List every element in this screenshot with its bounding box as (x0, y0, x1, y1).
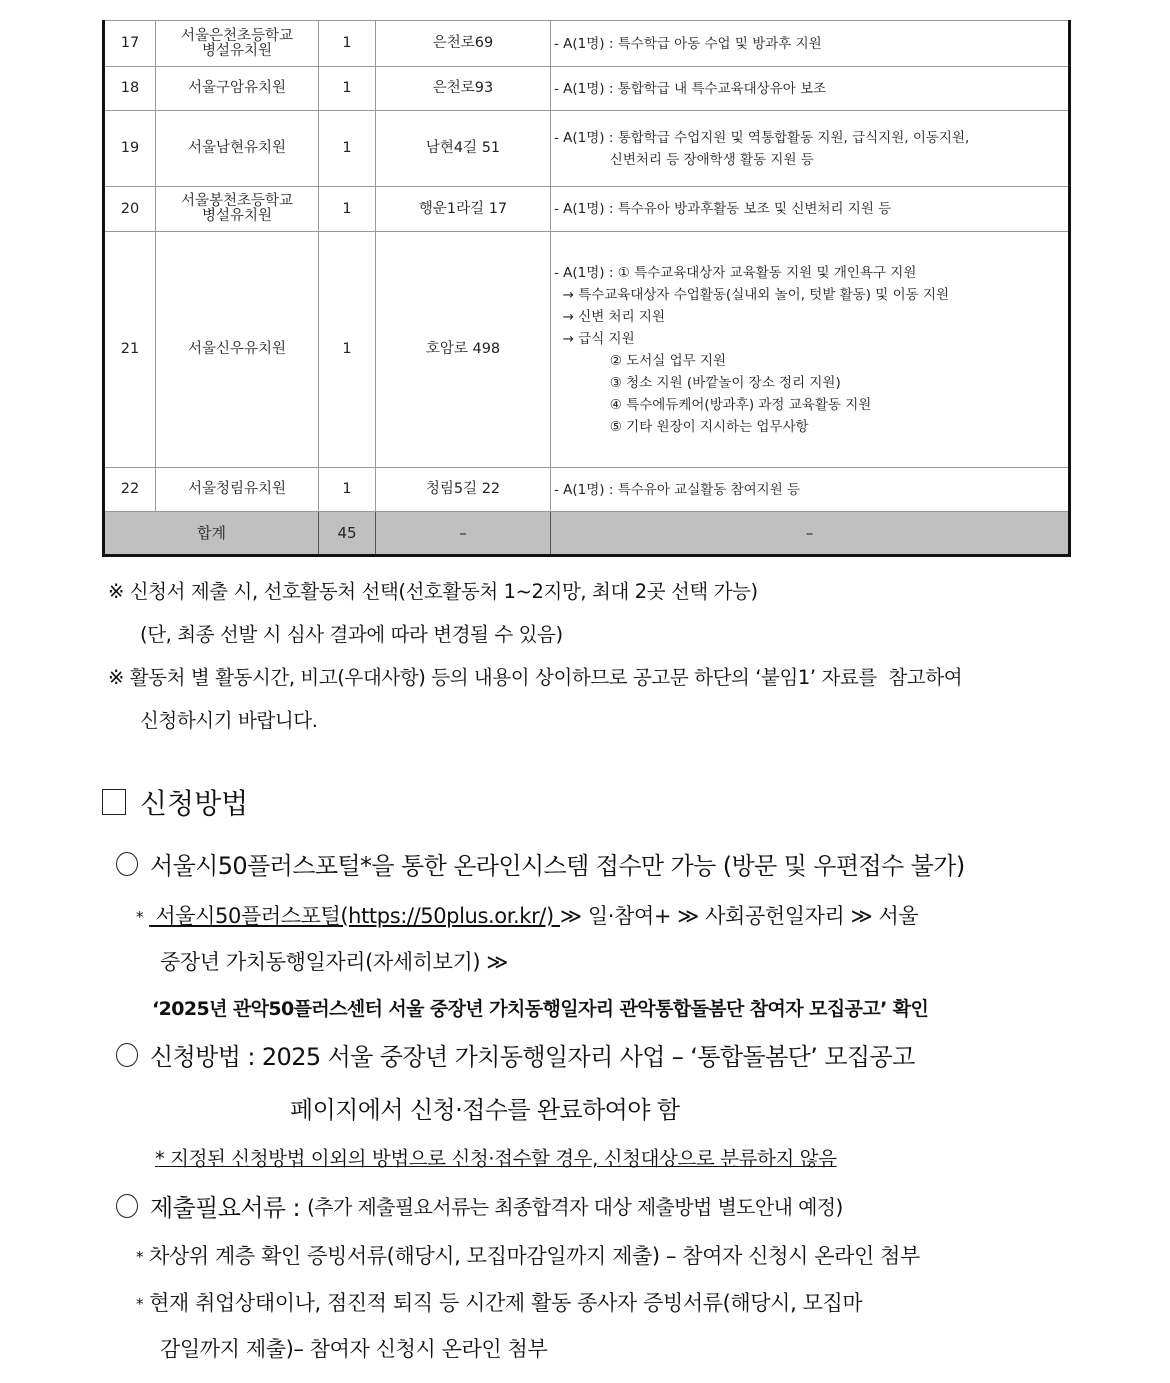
method-item-2-cont: 페이지에서 신청·접수를 완료하여야 함 (290, 1096, 680, 1124)
duty-description (551, 232, 1070, 468)
address: 은천로93 (376, 67, 551, 111)
facility-name (156, 111, 319, 187)
duty-line: - A(1명) : 특수유아 교실활동 참여지원 등 (554, 481, 801, 498)
method-item-3 (116, 1188, 843, 1223)
portal-path-line-2: 중장년 가치동행일자리(자세히보기) ≫ (160, 950, 509, 974)
duty-line: - A(1명) : 특수유아 방과후활동 보조 및 신변처리 지원 등 (554, 201, 892, 217)
method-item-2 (116, 1037, 915, 1072)
headcount: 1 (319, 232, 376, 468)
duty-description (551, 111, 1070, 187)
table-row (104, 232, 1070, 468)
total-address: – (376, 512, 551, 556)
duty-line: - A(1명) : 특수학급 아동 수업 및 방과후 지원 (554, 35, 822, 52)
circle-bullet-icon (116, 852, 138, 876)
note-1-cont: (단, 최종 선발 시 심사 결과에 따라 변경될 수 있음) (140, 623, 563, 646)
notes (108, 570, 1088, 742)
facility-name (156, 67, 319, 111)
duty-line: ⑤ 기타 원장이 지시하는 업무사항 (554, 418, 809, 435)
duty-description (551, 21, 1070, 67)
asterisk: * (136, 1248, 144, 1266)
row-number: 17 (104, 21, 156, 67)
asterisk: * (136, 908, 144, 926)
duty-line: 신변처리 등 장애학생 활동 지원 등 (554, 151, 814, 168)
doc-req-2 (136, 1287, 862, 1317)
portal-path-line-1 (136, 900, 918, 930)
headcount: 1 (319, 21, 376, 67)
doc-req-1-text: 차상위 계층 확인 증빙서류(해당시, 모집마감일까지 제출) – 참여자 신청시 온라인 첨부 (149, 1244, 920, 1268)
note-2: ※ 활동처 별 활동시간, 비고(우대사항) 등의 내용이 상이하므로 공고문 하단의 ‘붙임1’ 자료를 참고하여 (108, 666, 963, 689)
row-number: 22 (104, 468, 156, 512)
method-item-2-text: 신청방법 : 2025 서울 중장년 가치동행일자리 사업 – ‘통합돌봄단’ 모집공고 (150, 1043, 915, 1071)
notice-title-line: ‘2025년 관악50플러스센터 서울 중장년 가치동행일자리 관악통합돌봄단 참여자 모집공고’ 확인 (152, 998, 929, 1020)
note-2-cont: 신청하시기 바랍니다. (140, 709, 318, 732)
table-row (104, 187, 1070, 232)
doc-req-1 (136, 1240, 920, 1270)
headcount: 1 (319, 111, 376, 187)
section-heading (102, 782, 248, 822)
facility-name (156, 187, 319, 232)
row-number: 20 (104, 187, 156, 232)
facility-name (156, 232, 319, 468)
facility-name (156, 468, 319, 512)
facility-name (156, 21, 319, 67)
facility-name-line: 서울신우유치원 (187, 341, 287, 357)
facility-name-line: 서울은천초등학교 (180, 27, 294, 44)
table-row (104, 67, 1070, 111)
headcount: 1 (319, 468, 376, 512)
method-item-1-text: 서울시50플러스포털*을 통한 온라인시스템 접수만 가능 (방문 및 우편접수 불가) (150, 852, 965, 880)
facility-name-line: 서울청림유치원 (187, 481, 287, 497)
duty-description (551, 468, 1070, 512)
method-item-3-label: 제출필요서류 : (150, 1194, 308, 1222)
portal-path-1: ≫ 일·참여+ ≫ 사회공헌일자리 ≫ 서울 (560, 904, 919, 928)
circle-bullet-icon (116, 1194, 138, 1218)
total-label: 합계 (104, 512, 319, 556)
duty-description (551, 67, 1070, 111)
address: 호암로 498 (376, 232, 551, 468)
facility-name-line: 서울남현유치원 (187, 140, 287, 156)
facility-name-line: 병설유치원 (201, 208, 273, 224)
row-number: 18 (104, 67, 156, 111)
circle-bullet-icon (116, 1043, 138, 1067)
duty-line: → 급식 지원 (554, 330, 635, 347)
table-row (104, 111, 1070, 187)
total-count: 45 (319, 512, 376, 556)
portal-link[interactable]: 서울시50플러스포털(https://50plus.or.kr/) (149, 904, 561, 928)
duty-line: - A(1명) : 통합학급 수업지원 및 역통합활동 지원, 급식지원, 이동지원, (554, 129, 970, 146)
address: 행운1라길 17 (376, 187, 551, 232)
doc-req-2-text: 현재 취업상태이나, 점진적 퇴직 등 시간제 활동 종사자 증빙서류(해당시, 모집마 (149, 1291, 863, 1315)
duty-line: → 신변 처리 지원 (554, 308, 666, 325)
row-number: 19 (104, 111, 156, 187)
total-desc: – (551, 512, 1070, 556)
address: 청림5길 22 (376, 468, 551, 512)
duty-line: ③ 청소 지원 (바깥놀이 장소 정리 지원) (554, 374, 841, 391)
facility-name-line: 병설유치원 (201, 42, 273, 59)
total-row (104, 512, 1070, 556)
address: 은천로69 (376, 21, 551, 67)
duty-line: - A(1명) : ① 특수교육대상자 교육활동 지원 및 개인욕구 지원 (554, 264, 917, 281)
method-item-3-paren: (추가 제출필요서류는 최종합격자 대상 제출방법 별도안내 예정) (307, 1195, 843, 1219)
duty-line: → 특수교육대상자 수업활동(실내외 놀이, 텃밭 활동) 및 이동 지원 (554, 286, 950, 303)
asterisk: * (136, 1295, 144, 1313)
row-number: 21 (104, 232, 156, 468)
placement-table (102, 20, 1071, 557)
duty-line: - A(1명) : 통합학급 내 특수교육대상유아 보조 (554, 80, 827, 97)
square-bullet-icon (102, 789, 126, 815)
method-item-1 (116, 846, 965, 881)
facility-name-line: 서울봉천초등학교 (180, 193, 294, 209)
doc-req-2-cont: 감일까지 제출)– 참여자 신청시 온라인 첨부 (160, 1337, 548, 1361)
table-row (104, 468, 1070, 512)
facility-name-line: 서울구암유치원 (187, 80, 287, 96)
method-item-2-note: * 지정된 신청방법 이외의 방법으로 신청·접수할 경우, 신청대상으로 분류하지 않음 (155, 1147, 837, 1170)
headcount: 1 (319, 67, 376, 111)
duty-description (551, 187, 1070, 232)
address: 남현4길 51 (376, 111, 551, 187)
headcount: 1 (319, 187, 376, 232)
section-title: 신청방법 (140, 787, 249, 820)
table-row (104, 21, 1070, 67)
duty-line: ② 도서실 업무 지원 (554, 352, 727, 369)
duty-line: ④ 특수에듀케어(방과후) 과정 교육활동 지원 (554, 396, 872, 413)
note-1: ※ 신청서 제출 시, 선호활동처 선택(선호활동처 1~2지망, 최대 2곳 선택 가능) (108, 580, 758, 603)
